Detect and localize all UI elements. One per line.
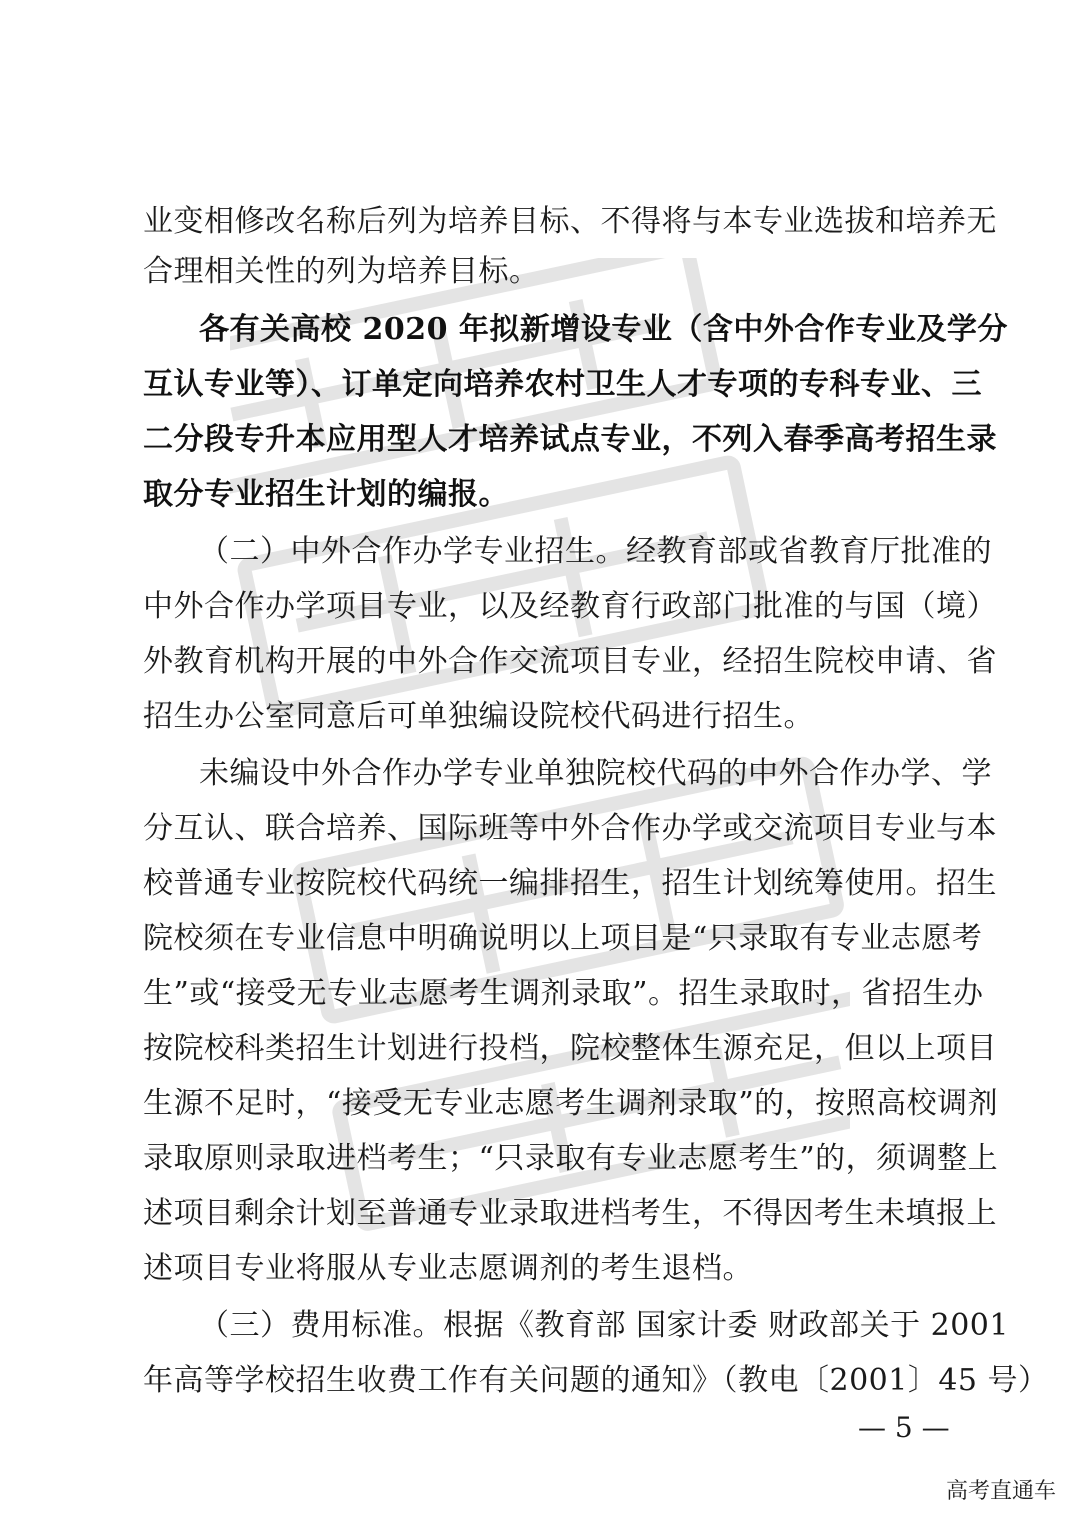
- bold-paragraph-line-4: 取分专业招生计划的编报。: [143, 477, 509, 512]
- bold-paragraph-line-1: 各有关高校 2020 年拟新增设专业（含中外合作专业及学分: [199, 312, 1008, 347]
- paragraph-line-6: 按院校科类招生计划进行投档，院校整体生源充足，但以上项目: [143, 1031, 997, 1066]
- section-two-line-2: 中外合作办学项目专业，以及经教育行政部门批准的与国（境）: [143, 589, 997, 624]
- section-three-line-2: 年高等学校招生收费工作有关问题的通知》（教电〔2001〕45 号）: [143, 1363, 1049, 1398]
- paragraph-line-1: 未编设中外合作办学专业单独院校代码的中外合作办学、学: [199, 756, 992, 791]
- paragraph-line-8: 录取原则录取进档考生；“只录取有专业志愿考生”的，须调整上: [143, 1141, 999, 1176]
- bold-paragraph-line-3: 二分段专升本应用型人才培养试点专业，不列入春季高考招生录: [143, 422, 997, 457]
- paragraph-line-9: 述项目剩余计划至普通专业录取进档考生，不得因考生未填报上: [143, 1196, 997, 1231]
- bold-paragraph-line-2: 互认专业等）、订单定向培养农村卫生人才专项的专科专业、三: [143, 367, 982, 402]
- page-number: — 5 —: [858, 1411, 950, 1444]
- paragraph-line-2: 分互认、联合培养、国际班等中外合作办学或交流项目专业与本: [143, 811, 997, 846]
- paragraph-line-4: 院校须在专业信息中明确说明以上项目是“只录取有专业志愿考: [143, 921, 983, 956]
- section-three-line-1: （三）费用标准。根据《教育部 国家计委 财政部关于 2001: [199, 1308, 1009, 1343]
- section-two-line-1: （二）中外合作办学专业招生。经教育部或省教育厅批准的: [199, 534, 992, 569]
- paragraph-line-7: 生源不足时，“接受无专业志愿考生调剂录取”的，按照高校调剂: [143, 1086, 999, 1121]
- section-two-line-3: 外教育机构开展的中外合作交流项目专业，经招生院校申请、省: [143, 644, 997, 679]
- section-two-line-4: 招生办公室同意后可单独编设院校代码进行招生。: [143, 699, 814, 734]
- paragraph-line-5: 生”或“接受无专业志愿考生调剂录取”。招生录取时，省招生办: [143, 976, 984, 1011]
- paragraph-line-10: 述项目专业将服从专业志愿调剂的考生退档。: [143, 1251, 753, 1286]
- brand-label: 高考直通车: [945, 1479, 1056, 1504]
- body-line-1: 业变相修改名称后列为培养目标、不得将与本专业选拔和培养无: [143, 204, 997, 239]
- body-line-2: 合理相关性的列为培养目标。: [143, 254, 540, 289]
- paragraph-line-3: 校普通专业按院校代码统一编排招生，招生计划统筹使用。招生: [143, 866, 997, 901]
